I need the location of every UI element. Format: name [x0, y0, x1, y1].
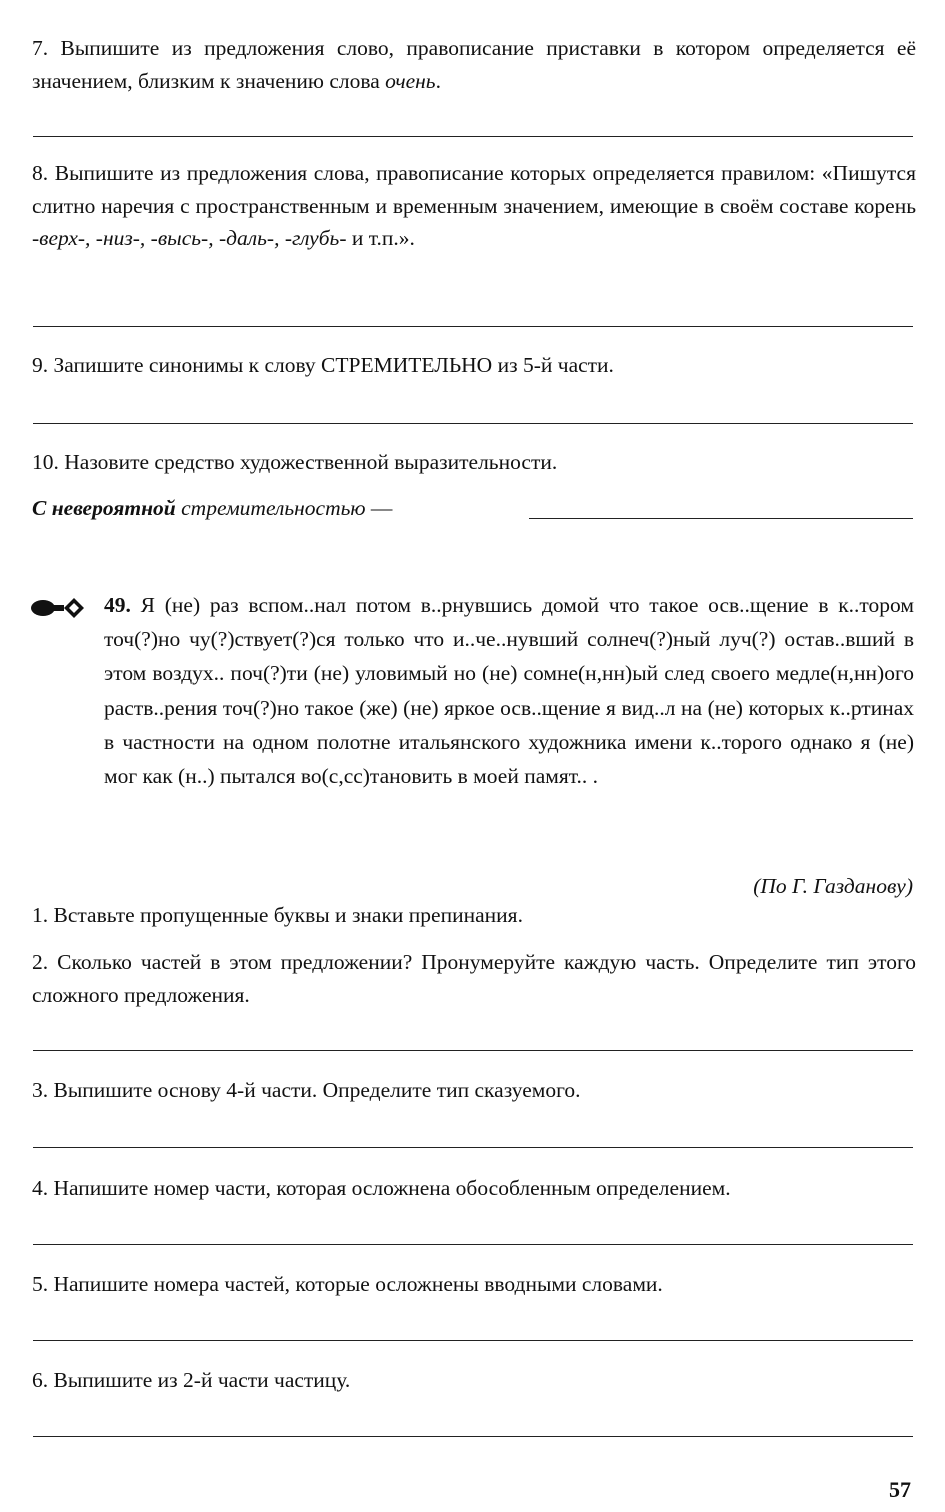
- task-8-text: [32, 157, 916, 255]
- exercise-task-4: [32, 1172, 916, 1205]
- answer-line-8[interactable]: [33, 326, 913, 327]
- exercise-task-3-number: 3.: [32, 1078, 49, 1102]
- task-10-phrase: [32, 492, 916, 525]
- exercise-task-2: [32, 946, 916, 1011]
- task-7: [32, 32, 916, 97]
- phrase-italic-part: стремительностью: [181, 496, 366, 520]
- exercise-task-1: [32, 899, 916, 932]
- task-7-tail: .: [435, 68, 441, 93]
- task-10-number: 10.: [32, 450, 59, 474]
- task-7-body: Выпишите из предложения слово, правописание приставки в котором определяется её значением, близким к значению слова: [32, 36, 916, 93]
- task-8-tail: и т.п.».: [351, 226, 415, 250]
- exercise-task-5-number: 5.: [32, 1272, 49, 1296]
- answer-line-task-3[interactable]: [33, 1147, 913, 1148]
- exercise-task-1-number: 1.: [32, 903, 49, 927]
- answer-line-task-4[interactable]: [33, 1244, 913, 1245]
- task-8-roots: -верх-, -низ-, -высь-, -даль-, -глубь-: [32, 226, 347, 250]
- answer-line-7[interactable]: [33, 136, 913, 137]
- task-8-body: Выпишите из предложения слова, правописание которых определяется правилом: «Пишутся слитно наречия с пространственным и временным значением, имеющие в своём составе корень: [32, 161, 916, 218]
- task-10: [32, 446, 916, 479]
- task-10-text: [32, 446, 916, 479]
- task-8-number: 8.: [32, 161, 49, 185]
- task-9-text: [32, 349, 916, 382]
- exercise-task-2-text: Сколько частей в этом предложении? Пронумеруйте каждую часть. Определите тип этого сложного предложения.: [32, 950, 916, 1007]
- exercise-task-1-text: Вставьте пропущенные буквы и знаки препинания.: [53, 903, 523, 927]
- phrase-bold-part: С невероятной: [32, 496, 176, 520]
- exercise-source: (По Г. Газданову): [753, 874, 913, 898]
- answer-line-task-2[interactable]: [33, 1050, 913, 1051]
- exercise-task-2-number: 2.: [32, 950, 49, 974]
- exercise-task-6: [32, 1364, 916, 1397]
- phrase-dash: —: [370, 496, 393, 520]
- answer-line-task-5[interactable]: [33, 1340, 913, 1341]
- answer-line-task-6[interactable]: [33, 1436, 913, 1437]
- answer-line-9[interactable]: [33, 423, 913, 424]
- task-8: [32, 157, 916, 255]
- task-7-italic-word: очень: [385, 68, 436, 93]
- exercise-task-3: [32, 1074, 916, 1107]
- exercise-task-4-number: 4.: [32, 1176, 49, 1200]
- exercise-task-3-text: Выпишите основу 4-й части. Определите тип сказуемого.: [53, 1078, 581, 1102]
- answer-line-10[interactable]: [529, 518, 913, 519]
- task-10-body: Назовите средство художественной выразительности.: [64, 450, 558, 474]
- exercise-task-6-text: Выпишите из 2-й части частицу.: [53, 1368, 351, 1392]
- task-9-body: Запишите синонимы к слову СТРЕМИТЕЛЬНО из 5-й части.: [53, 353, 614, 377]
- exercise-task-5-text: Напишите номера частей, которые осложнены вводными словами.: [53, 1272, 663, 1296]
- exercise-task-6-number: 6.: [32, 1368, 49, 1392]
- exercise-task-4-text: Напишите номер части, которая осложнена обособленным определением.: [53, 1176, 731, 1200]
- task-7-text: [32, 32, 916, 97]
- exercise-49-number: 49.: [104, 593, 131, 617]
- exercise-task-5: [32, 1268, 916, 1301]
- page-number: 57: [889, 1477, 911, 1502]
- task-9: [32, 349, 916, 382]
- exercise-marker-icon: [28, 592, 90, 622]
- exercise-49-text: [104, 588, 914, 793]
- exercise-49-body: Я (не) раз вспом..нал потом в..рнувшись домой что такое осв..щение в к..тором точ(?)но чу(?)ствует(?)ся только что и..че..нувший солнеч(?)ный луч(?) остав..вший в этом воздух.. поч(?)ти (не) уловимый но (не) сомне(н,нн)ый след своего медле(н,нн)ого раств..рения точ(?)но такое (же) (не) яркое осв..щение я вид..л на (не) которых к..ртинах в частности на одном полотне итальянского художника имени к..торого однако я (не) мог как (н..) пытался во(с,сс)тановить в моей памят.. .: [104, 593, 914, 789]
- task-9-number: 9.: [32, 353, 49, 377]
- task-7-number: 7.: [32, 36, 49, 60]
